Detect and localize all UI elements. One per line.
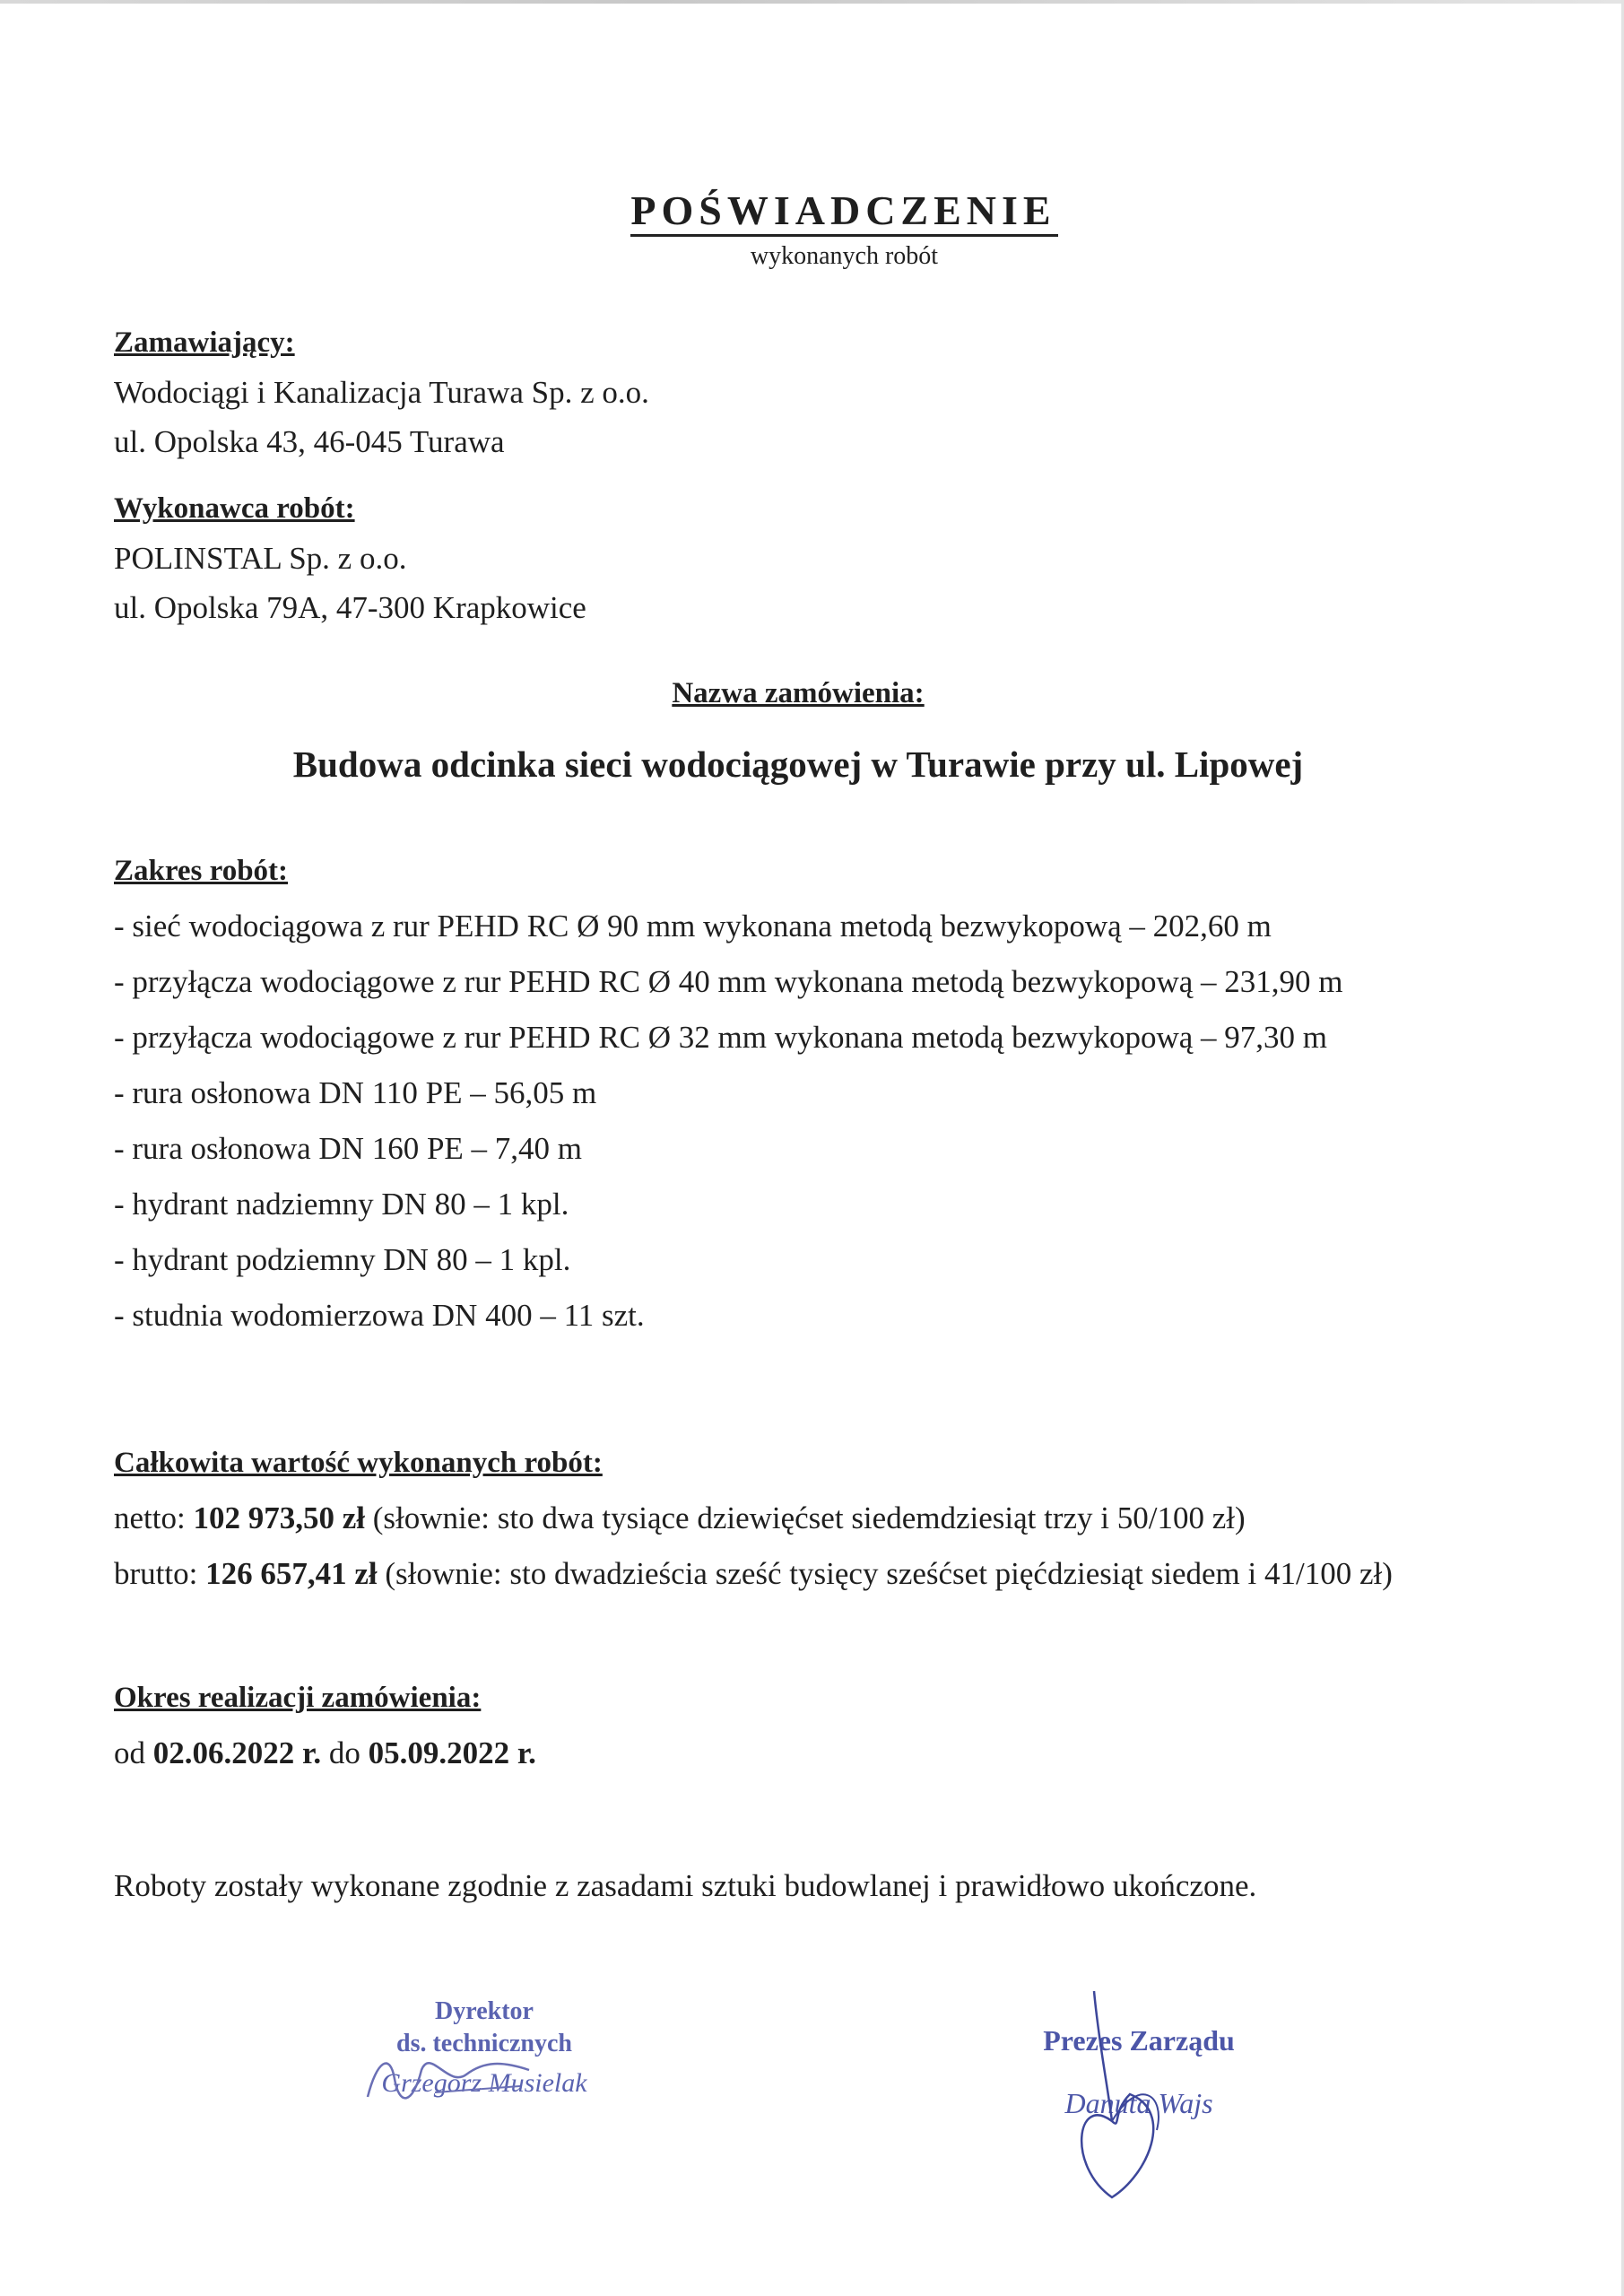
gross-value-line xyxy=(114,1546,1393,1602)
scan-edge-top xyxy=(0,0,1624,4)
contractor-section xyxy=(114,484,586,632)
scope-section xyxy=(114,843,1343,1344)
signature-left-title-2: ds. technicznych xyxy=(396,2030,572,2057)
client-section xyxy=(114,318,649,466)
net-amount: 102 973,50 zł xyxy=(193,1500,365,1535)
gross-label: brutto: xyxy=(114,1556,198,1591)
scope-item: - hydrant nadziemny DN 80 – 1 kpl. xyxy=(114,1187,569,1222)
order-name: Budowa odcinka sieci wodociągowej w Turawie przy ul. Lipowej xyxy=(292,744,1304,785)
gross-amount: 126 657,41 zł xyxy=(205,1556,378,1591)
handwritten-signature-right xyxy=(1058,1987,1184,2202)
signature-right-title: Prezes Zarządu xyxy=(1043,2024,1235,2057)
period-to-label: do xyxy=(328,1735,360,1770)
contractor-address: ul. Opolska 79A, 47-300 Krapkowice xyxy=(114,590,586,625)
client-address: ul. Opolska 43, 46-045 Turawa xyxy=(114,424,505,459)
client-heading: Zamawiający: xyxy=(114,326,295,359)
signature-right-name: Danuta Wajs xyxy=(1064,2087,1213,2119)
value-heading: Całkowita wartość wykonanych robót: xyxy=(114,1447,603,1479)
document-header xyxy=(0,188,1624,271)
period-from-date: 02.06.2022 r. xyxy=(152,1735,322,1770)
scope-item: - studnia wodomierzowa DN 400 – 11 szt. xyxy=(114,1298,645,1333)
net-label: netto: xyxy=(114,1500,186,1535)
statement: Roboty zostały wykonane zgodnie z zasadami sztuki budowlanej i prawidłowo ukończone. xyxy=(114,1868,1257,1903)
scope-item: - sieć wodociągowa z rur PEHD RC Ø 90 mm wykonana metodą bezwykopową – 202,60 m xyxy=(114,909,1272,944)
signature-left-name: Grzegorz Musielak xyxy=(381,2068,587,2098)
order-heading: Nazwa zamówienia: xyxy=(672,677,925,709)
gross-words: (słownie: sto dwadzieścia sześć tysięcy sześćset pięćdziesiąt siedem i 41/100 zł) xyxy=(385,1556,1393,1591)
scope-heading: Zakres robót: xyxy=(114,855,289,887)
net-value-line xyxy=(114,1491,1393,1546)
scope-item: - przyłącza wodociągowe z rur PEHD RC Ø 32 mm wykonana metodą bezwykopową – 97,30 m xyxy=(114,1020,1327,1055)
scope-item: - rura osłonowa DN 160 PE – 7,40 m xyxy=(114,1131,583,1166)
document-title: POŚWIADCZENIE xyxy=(630,188,1057,237)
period-to-date: 05.09.2022 r. xyxy=(368,1735,536,1770)
scope-item: - rura osłonowa DN 110 PE – 56,05 m xyxy=(114,1075,597,1110)
signature-left-title-1: Dyrektor xyxy=(435,1997,534,2025)
period-from-label: od xyxy=(114,1735,145,1770)
period-heading: Okres realizacji zamówienia: xyxy=(114,1682,482,1714)
contractor-name: POLINSTAL Sp. z o.o. xyxy=(114,541,407,576)
scope-item: - hydrant podziemny DN 80 – 1 kpl. xyxy=(114,1242,571,1277)
client-name: Wodociągi i Kanalizacja Turawa Sp. z o.o. xyxy=(114,375,649,410)
period-section xyxy=(114,1670,536,1781)
handwritten-signature-left xyxy=(350,2043,556,2115)
period-line xyxy=(114,1726,536,1781)
document-subtitle: wykonanych robót xyxy=(750,241,939,270)
value-section xyxy=(114,1435,1393,1602)
net-words: (słownie: sto dwa tysiące dziewięćset siedemdziesiąt trzy i 50/100 zł) xyxy=(372,1500,1246,1535)
scope-item: - przyłącza wodociągowe z rur PEHD RC Ø 40 mm wykonana metodą bezwykopową – 231,90 m xyxy=(114,964,1343,999)
contractor-heading: Wykonawca robót: xyxy=(114,492,355,525)
